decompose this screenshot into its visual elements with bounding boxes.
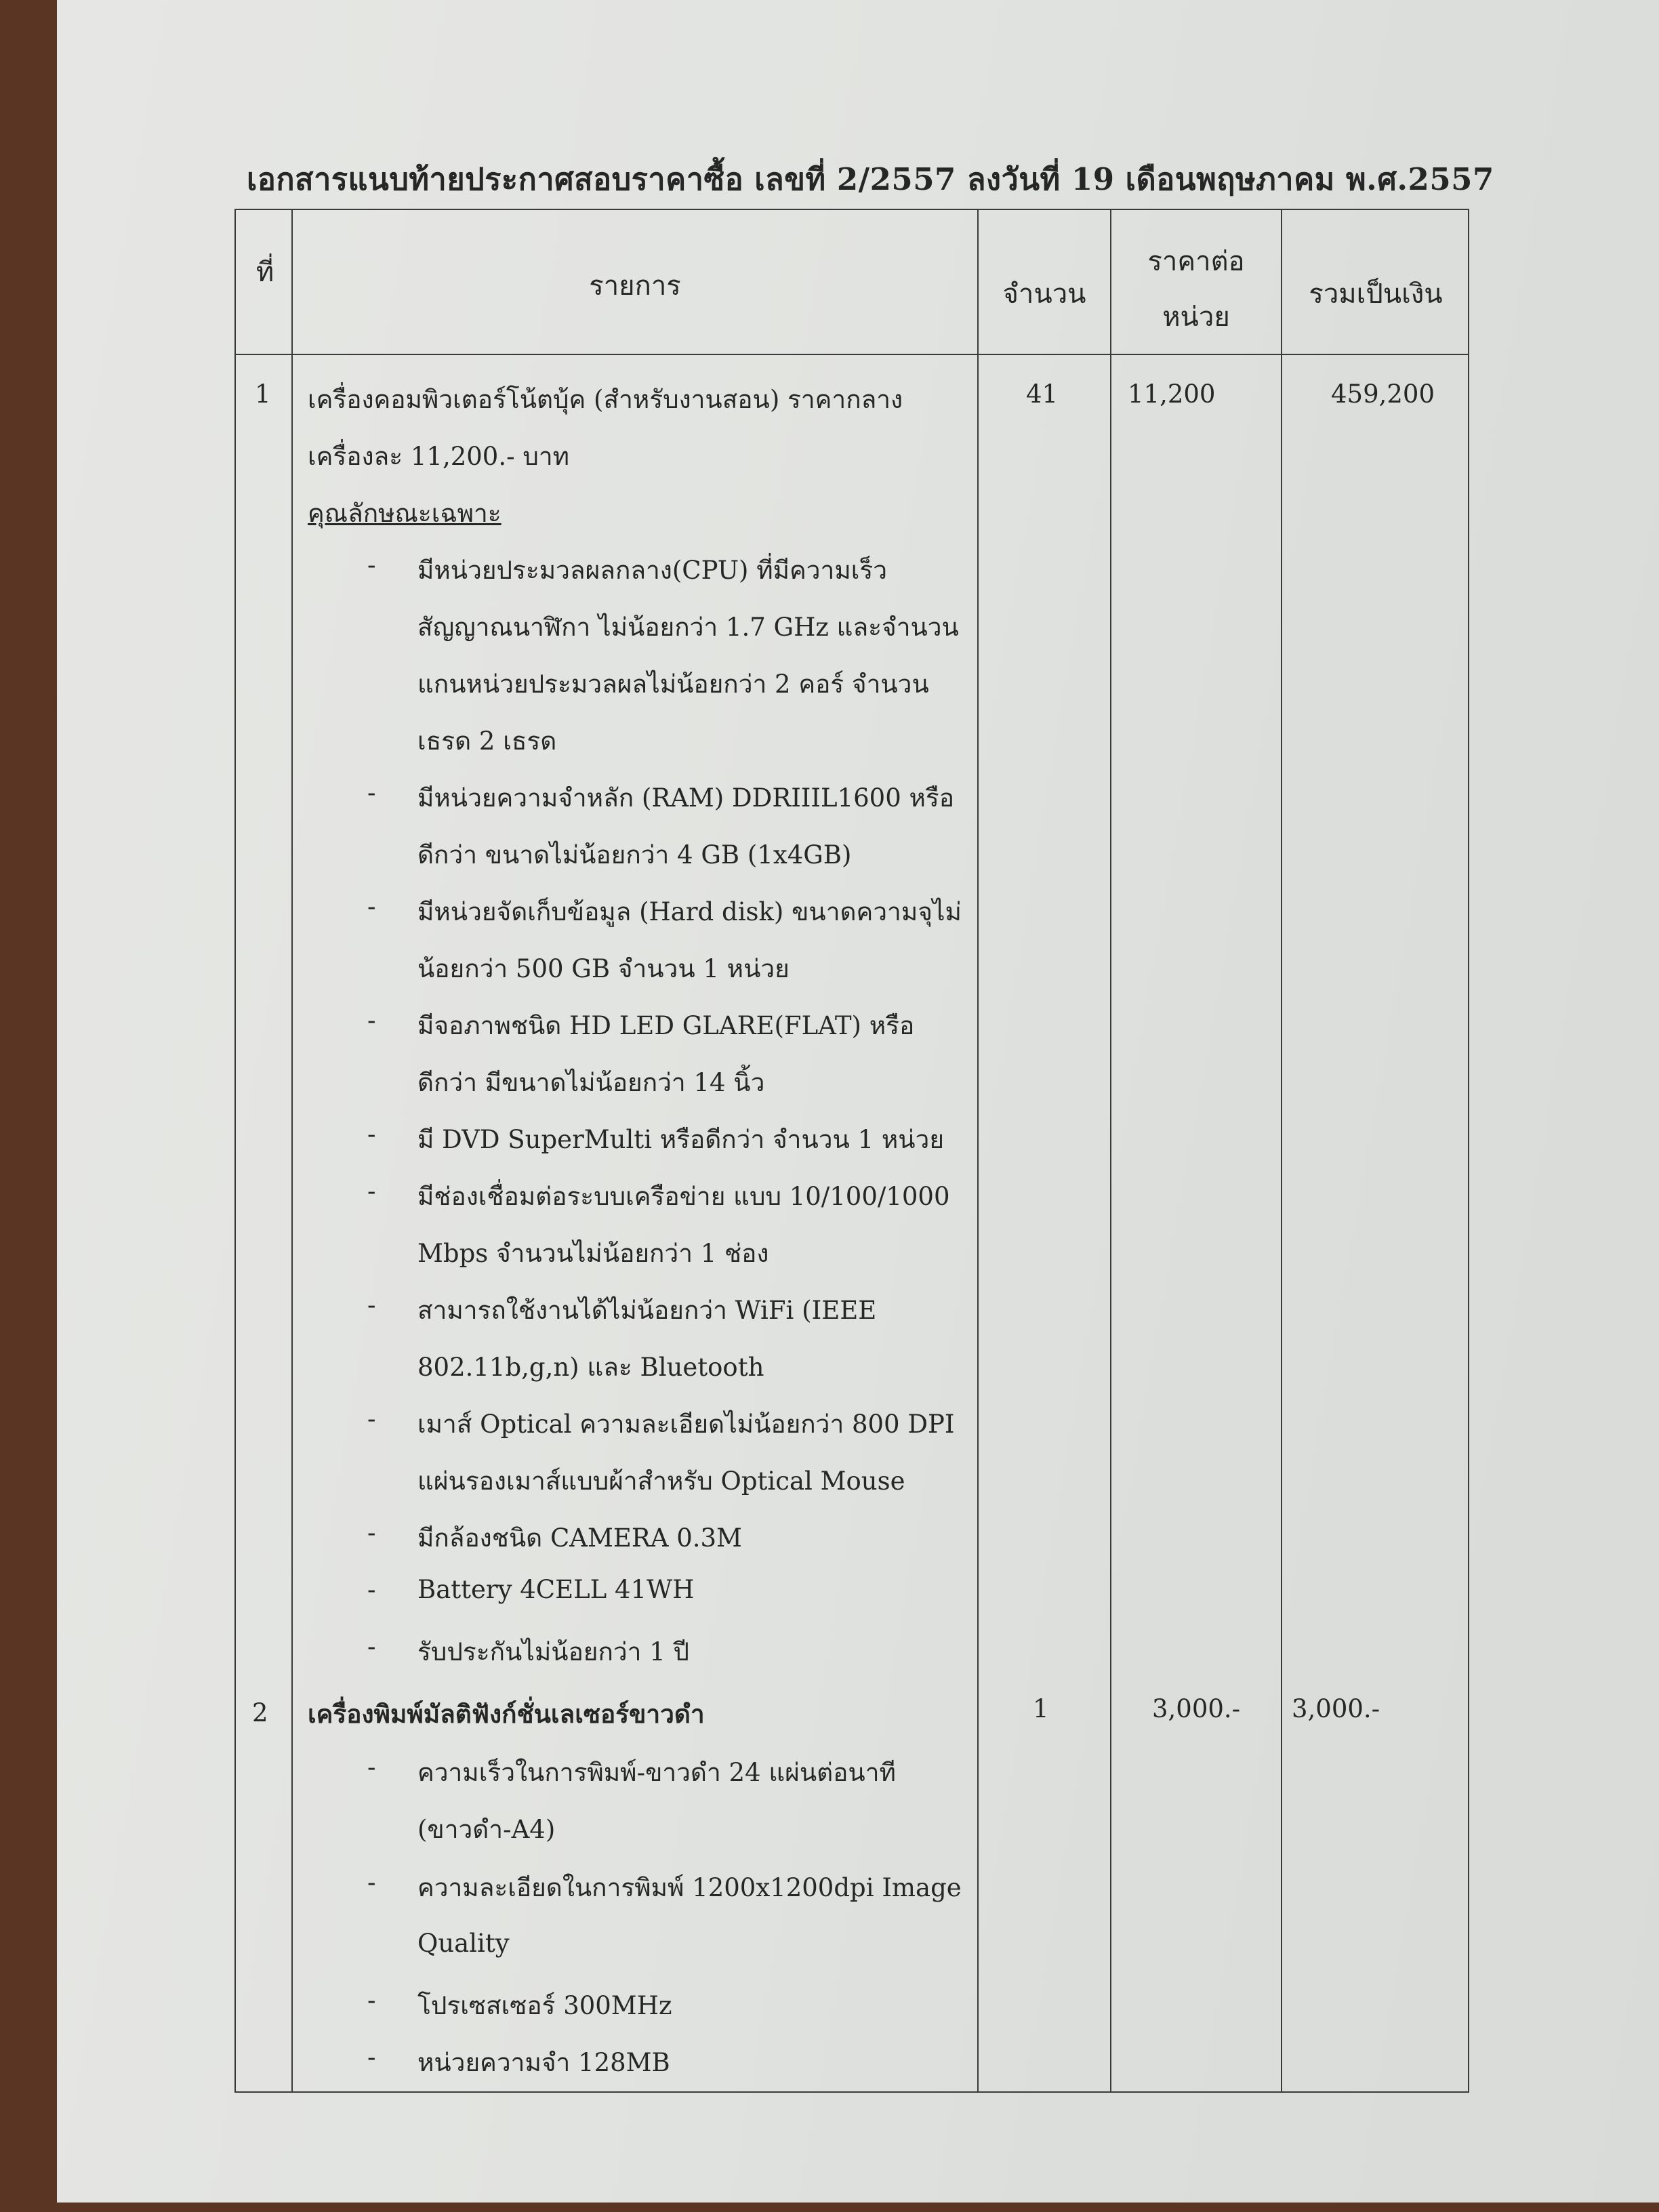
row-unit-price: 3,000.-	[1152, 1694, 1241, 1723]
header-unit-price-line2: หน่วย	[1162, 302, 1230, 333]
spec-text: แกนหน่วยประมวลผลไม่น้อยกว่า 2 คอร์ จำนวน	[417, 670, 929, 699]
spec-text: สัญญาณนาฬิกา ไม่น้อยกว่า 1.7 GHz และจำนวน	[417, 613, 959, 642]
spec-text: 802.11b,g,n) และ Bluetooth	[417, 1353, 764, 1382]
bullet-dash: -	[367, 1986, 376, 2015]
bullet-dash: -	[367, 1632, 376, 1661]
spec-text: แผ่นรองเมาส์แบบผ้าสำหรับ Optical Mouse	[417, 1467, 905, 1496]
item-name-price: เครื่องละ 11,200.- บาท	[308, 442, 570, 471]
bullet-dash: -	[367, 1518, 376, 1547]
bullet-dash: -	[367, 1120, 376, 1149]
header-no: ที่	[255, 257, 274, 288]
bullet-dash: -	[367, 1753, 376, 1782]
price-table	[234, 209, 1469, 2093]
spec-text: มีหน่วยความจำหลัก (RAM) DDRIIIL1600 หรือ	[417, 783, 955, 813]
spec-text: Quality	[417, 1929, 510, 1958]
spec-text: ดีกว่า ขนาดไม่น้อยกว่า 4 GB (1x4GB)	[417, 840, 852, 869]
col-divider	[977, 210, 979, 2091]
col-divider	[1281, 210, 1282, 2091]
col-divider	[1110, 210, 1111, 2091]
header-divider	[236, 354, 1468, 355]
spec-text: หน่วยความจำ 128MB	[417, 2048, 670, 2077]
spec-text: โปรเซสเซอร์ 300MHz	[417, 1991, 672, 2020]
bullet-dash: -	[367, 1290, 376, 1319]
spec-text: สามารถใช้งานได้ไม่น้อยกว่า WiFi (IEEE	[417, 1296, 877, 1325]
spec-heading: คุณลักษณะเฉพาะ	[308, 499, 501, 528]
spec-text: ความละเอียดในการพิมพ์ 1200x1200dpi Image	[417, 1873, 962, 1902]
bullet-dash: -	[367, 1868, 376, 1897]
col-divider	[291, 210, 293, 2091]
row-qty: 1	[1033, 1694, 1049, 1723]
spec-text: มีช่องเชื่อมต่อระบบเครือข่าย แบบ 10/100/1000	[417, 1182, 950, 1211]
bullet-dash: -	[367, 1176, 376, 1206]
spec-text: รับประกันไม่น้อยกว่า 1 ปี	[417, 1637, 689, 1666]
header-item: รายการ	[589, 270, 681, 302]
spec-text: Mbps จำนวนไม่น้อยกว่า 1 ช่อง	[417, 1239, 769, 1268]
spec-text: น้อยกว่า 500 GB จำนวน 1 หน่วย	[417, 954, 790, 983]
spec-text: มีจอภาพชนิด HD LED GLARE(FLAT) หรือ	[417, 1011, 915, 1040]
spec-text: ดีกว่า มีขนาดไม่น้อยกว่า 14 นิ้ว	[417, 1068, 765, 1097]
spec-text: (ขาวดำ-A4)	[417, 1815, 556, 1844]
bullet-dash: -	[367, 1575, 376, 1604]
spec-text: มีกล้องชนิด CAMERA 0.3M	[417, 1523, 742, 1553]
row-total: 459,200	[1331, 380, 1435, 409]
document-title: เอกสารแนบท้ายประกาศสอบราคาซื้อ เลขที่ 2/2557 ลงวันที่ 19 เดือนพฤษภาคม พ.ศ.2557	[247, 161, 1494, 197]
row-unit-price: 11,200	[1128, 380, 1216, 409]
bullet-dash: -	[367, 778, 376, 807]
header-total: รวมเป็นเงิน	[1309, 279, 1443, 310]
item-name: เครื่องคอมพิวเตอร์โน้ตบุ้ค (สำหรับงานสอน) ราคากลาง	[308, 385, 903, 414]
bullet-dash: -	[367, 892, 376, 921]
header-qty: จำนวน	[1002, 279, 1086, 310]
bullet-dash: -	[367, 1006, 376, 1035]
row-qty: 41	[1026, 380, 1059, 409]
header-unit-price-line1: ราคาต่อ	[1147, 246, 1245, 277]
spec-text: เมาส์ Optical ความละเอียดไม่น้อยกว่า 800 DPI	[417, 1410, 955, 1439]
row-total: 3,000.-	[1292, 1694, 1380, 1723]
spec-text: Battery 4CELL 41WH	[417, 1575, 695, 1604]
spec-text: มีหน่วยประมวลผลกลาง(CPU) ที่มีความเร็ว	[417, 556, 888, 585]
spec-text: เธรด 2 เธรด	[417, 726, 557, 756]
row-no: 1	[255, 380, 271, 409]
bullet-dash: -	[367, 1404, 376, 1433]
spec-text: มี DVD SuperMulti หรือดีกว่า จำนวน 1 หน่วย	[417, 1125, 945, 1154]
item-name: เครื่องพิมพ์มัลติฟังก์ชั่นเลเซอร์ขาวดำ	[308, 1699, 705, 1729]
spec-text: มีหน่วยจัดเก็บข้อมูล (Hard disk) ขนาดความจุไม่	[417, 897, 962, 926]
bullet-dash: -	[367, 550, 376, 579]
spec-text: ความเร็วในการพิมพ์-ขาวดำ 24 แผ่นต่อนาที	[417, 1758, 896, 1787]
row-no: 2	[252, 1698, 268, 1727]
bullet-dash: -	[367, 2043, 376, 2072]
